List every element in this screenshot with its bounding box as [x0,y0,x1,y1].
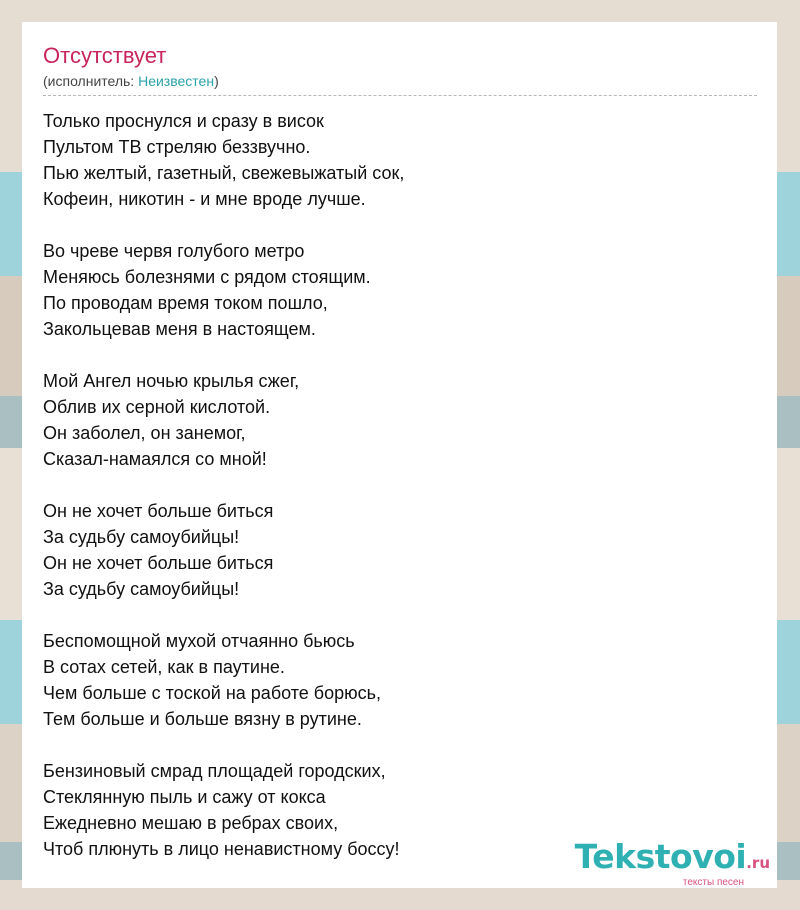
lyric-line: Мой Ангел ночью крылья сжег, [43,371,300,391]
lyric-line: Он не хочет больше биться [43,553,274,573]
lyric-line: Пультом ТВ стреляю беззвучно. [43,137,311,157]
lyric-line: Кофеин, никотин - и мне вроде лучше. [43,189,366,209]
artist-link[interactable]: Неизвестен [138,73,215,89]
stanza [43,498,757,602]
artist-prefix: (исполнитель: [43,73,139,89]
lyric-line: Бензиновый смрад площадей городских, [43,761,386,781]
lyric-line: Облив их серной кислотой. [43,397,271,417]
lyric-line: Стеклянную пыль и сажу от кокса [43,787,326,807]
lyric-line: Пью желтый, газетный, свежевыжатый сок, [43,163,405,183]
lyric-line: Сказал-намаялся со мной! [43,449,267,469]
lyric-line: Чтоб плюнуть в лицо ненавистному боссу! [43,839,400,859]
lyric-line: Тем больше и больше вязну в рутине. [43,709,362,729]
lyric-line: Только проснулся и сразу в висок [43,111,324,131]
lyric-line: За судьбу самоубийцы! [43,579,240,599]
lyric-line: За судьбу самоубийцы! [43,527,240,547]
lyric-line: Он заболел, он занемог, [43,423,246,443]
site-watermark [574,837,770,888]
background-stripes-right [778,0,800,910]
lyric-line: Он не хочет больше биться [43,501,274,521]
lyric-line: Чем больше с тоской на работе борюсь, [43,683,382,703]
lyric-line: Ежедневно мешаю в ребрах своих, [43,813,339,833]
lyric-line: Меняюсь болезнями с рядом стоящим. [43,267,371,287]
artist-suffix: ) [214,73,219,89]
watermark-domain: .ru [746,854,770,872]
lyric-line: Во чреве червя голубого метро [43,241,305,261]
stanza [43,368,757,472]
background-stripes-left [0,0,22,910]
stanza [43,238,757,342]
song-title: Отсутствует [43,43,167,68]
stanza [43,108,757,212]
artist-line [43,72,757,96]
watermark-brand: Tekstovoi [574,837,747,876]
lyric-line: В сотах сетей, как в паутине. [43,657,285,677]
stanza [43,628,757,732]
lyrics-card [22,22,777,888]
lyric-line: Беспомощной мухой отчаянно бьюсь [43,631,355,651]
lyric-line: По проводам время током пошло, [43,293,328,313]
watermark-tagline: тексты песен [682,877,744,888]
watermark-logo [574,837,770,880]
lyric-line: Закольцевав меня в настоящем. [43,319,316,339]
lyrics-body [43,108,757,862]
